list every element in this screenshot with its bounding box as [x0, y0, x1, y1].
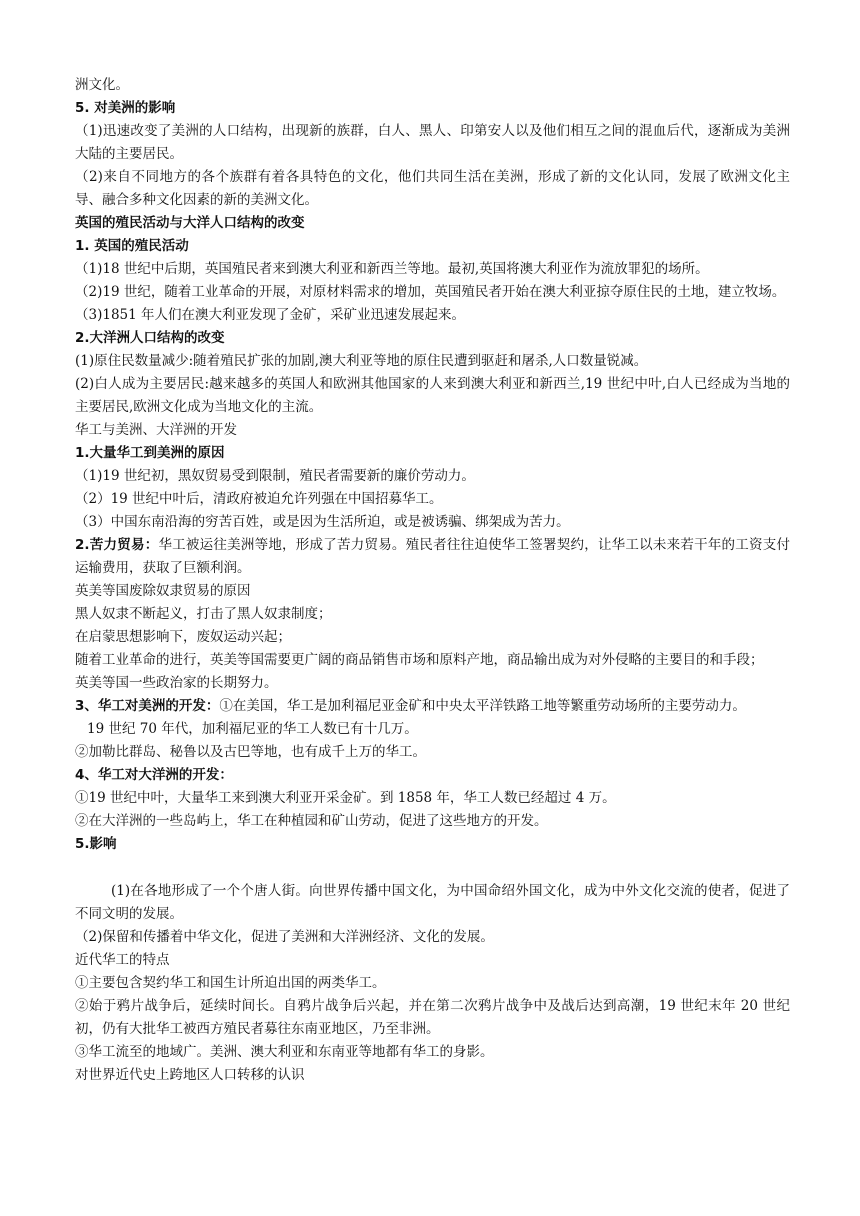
- paragraph: （1)19 世纪初，黑奴贸易受到限制，殖民者需要新的廉价劳动力。: [75, 468, 475, 484]
- paragraph: （3）中国东南沿海的穷苦百姓，或是因为生活所迫，或是被诱骗、绑架成为苦力。: [75, 514, 570, 530]
- paragraph: （2）19 世纪中叶后，清政府被迫允许列强在中国招募华工。: [75, 491, 443, 507]
- paragraph: [75, 695, 790, 718]
- paragraph: ②加勒比群岛、秘鲁以及古巴等地，也有成千上万的华工。: [75, 744, 426, 760]
- subheading: 英美等国废除奴隶贸易的原因: [75, 583, 251, 599]
- paragraph: （1)迅速改变了美洲的人口结构，出现新的族群，白人、黑人、印第安人以及他们相互之间的混血后代，逐渐成为美洲大陆的主要居民。: [75, 123, 790, 162]
- paragraph: 随着工业革命的进行，英美等国需要更广阔的商品销售市场和原料产地，商品输出成为对外侵略的主要目的和手段；: [75, 652, 764, 668]
- spacer: [75, 856, 790, 880]
- paragraph: （2)来自不同地方的各个族群有着各具特色的文化，他们共同生活在美洲，形成了新的文化认同，发展了欧洲文化主导、融合多种文化因素的新的美洲文化。: [75, 169, 790, 208]
- section-heading: 5. 对美洲的影响: [75, 100, 176, 116]
- paragraph-text: 华工被运往美洲等地，形成了苦力贸易。殖民者往往迫使华工签署契约，让华工以未来若干年的工资支付运输费用，获取了巨额利润。: [75, 537, 790, 576]
- section-heading: 5.影响: [75, 836, 117, 852]
- paragraph: ①19 世纪中叶，大量华工来到澳大利亚开采金矿。到 1858 年，华工人数已经超过 4 万。: [75, 790, 616, 806]
- bold-prefix: 2.苦力贸易：: [75, 537, 159, 553]
- paragraph: (1)原住民数量减少:随着殖民扩张的加剧,澳大利亚等地的原住民遭到驱赶和屠杀,人口数量锐减。: [75, 353, 648, 369]
- paragraph-text: ①在美国，华工是加利福尼亚金矿和中央太平洋铁路工地等繁重劳动场所的主要劳动力。: [219, 698, 746, 714]
- paragraph: ②始于鸦片战争后，延续时间长。自鸦片战争后兴起，并在第二次鸦片战争中及战后达到高潮，19 世纪末年 20 世纪初，仍有大批华工被西方殖民者募往东南亚地区，乃至非洲。: [75, 998, 790, 1037]
- paragraph: ③华工流至的地域广。美洲、澳大利亚和东南亚等地都有华工的身影。: [75, 1044, 494, 1060]
- section-heading: 2.大洋洲人口结构的改变: [75, 330, 225, 346]
- text-line: 洲文化。: [75, 77, 129, 93]
- paragraph: 19 世纪 70 年代，加利福尼亚的华工人数已有十几万。: [87, 721, 418, 737]
- subheading: 对世界近代史上跨地区人口转移的认识: [75, 1067, 305, 1083]
- section-heading: 4、华工对大洋洲的开发：: [75, 767, 233, 783]
- bold-prefix: 3、华工对美洲的开发：: [75, 698, 220, 714]
- paragraph: (1)在各地形成了一个个唐人街。向世界传播中国文化，为中国命绍外国文化，成为中外文化交流的使者，促进了不同文明的发展。: [75, 883, 790, 922]
- paragraph: 英美等国一些政治家的长期努力。: [75, 675, 278, 691]
- paragraph: （2)保留和传播着中华文化，促进了美洲和大洋洲经济、文化的发展。: [75, 929, 494, 945]
- section-heading: 1. 英国的殖民活动: [75, 238, 189, 254]
- subheading: 华工与美洲、大洋洲的开发: [75, 422, 237, 438]
- paragraph: [75, 534, 790, 580]
- paragraph: ①主要包含契约华工和国生计所迫出国的两类华工。: [75, 975, 386, 991]
- paragraph: （3)1851 年人们在澳大利亚发现了金矿，采矿业迅速发展起来。: [75, 307, 466, 323]
- paragraph: (2)白人成为主要居民:越来越多的英国人和欧洲其他国家的人来到澳大利亚和新西兰,19 世纪中叶,白人已经成为当地的主要居民,欧洲文化成为当地文化的主流。: [75, 376, 790, 415]
- paragraph: （2)19 世纪，随着工业革命的开展，对原材料需求的增加，英国殖民者开始在澳大利亚掠夺原住民的土地，建立牧场。: [75, 284, 786, 300]
- paragraph: ②在大洋洲的一些岛屿上，华工在种植园和矿山劳动，促进了这些地方的开发。: [75, 813, 548, 829]
- paragraph: 在启蒙思想影响下，废奴运动兴起；: [75, 629, 291, 645]
- section-heading: 英国的殖民活动与大洋人口结构的改变: [75, 215, 305, 231]
- section-heading: 1.大量华工到美洲的原因: [75, 445, 225, 461]
- paragraph: （1)18 世纪中后期，英国殖民者来到澳大利亚和新西兰等地。最初,英国将澳大利亚作为流放罪犯的场所。: [75, 261, 709, 277]
- paragraph: 黑人奴隶不断起义，打击了黑人奴隶制度；: [75, 606, 332, 622]
- subheading: 近代华工的特点: [75, 952, 170, 968]
